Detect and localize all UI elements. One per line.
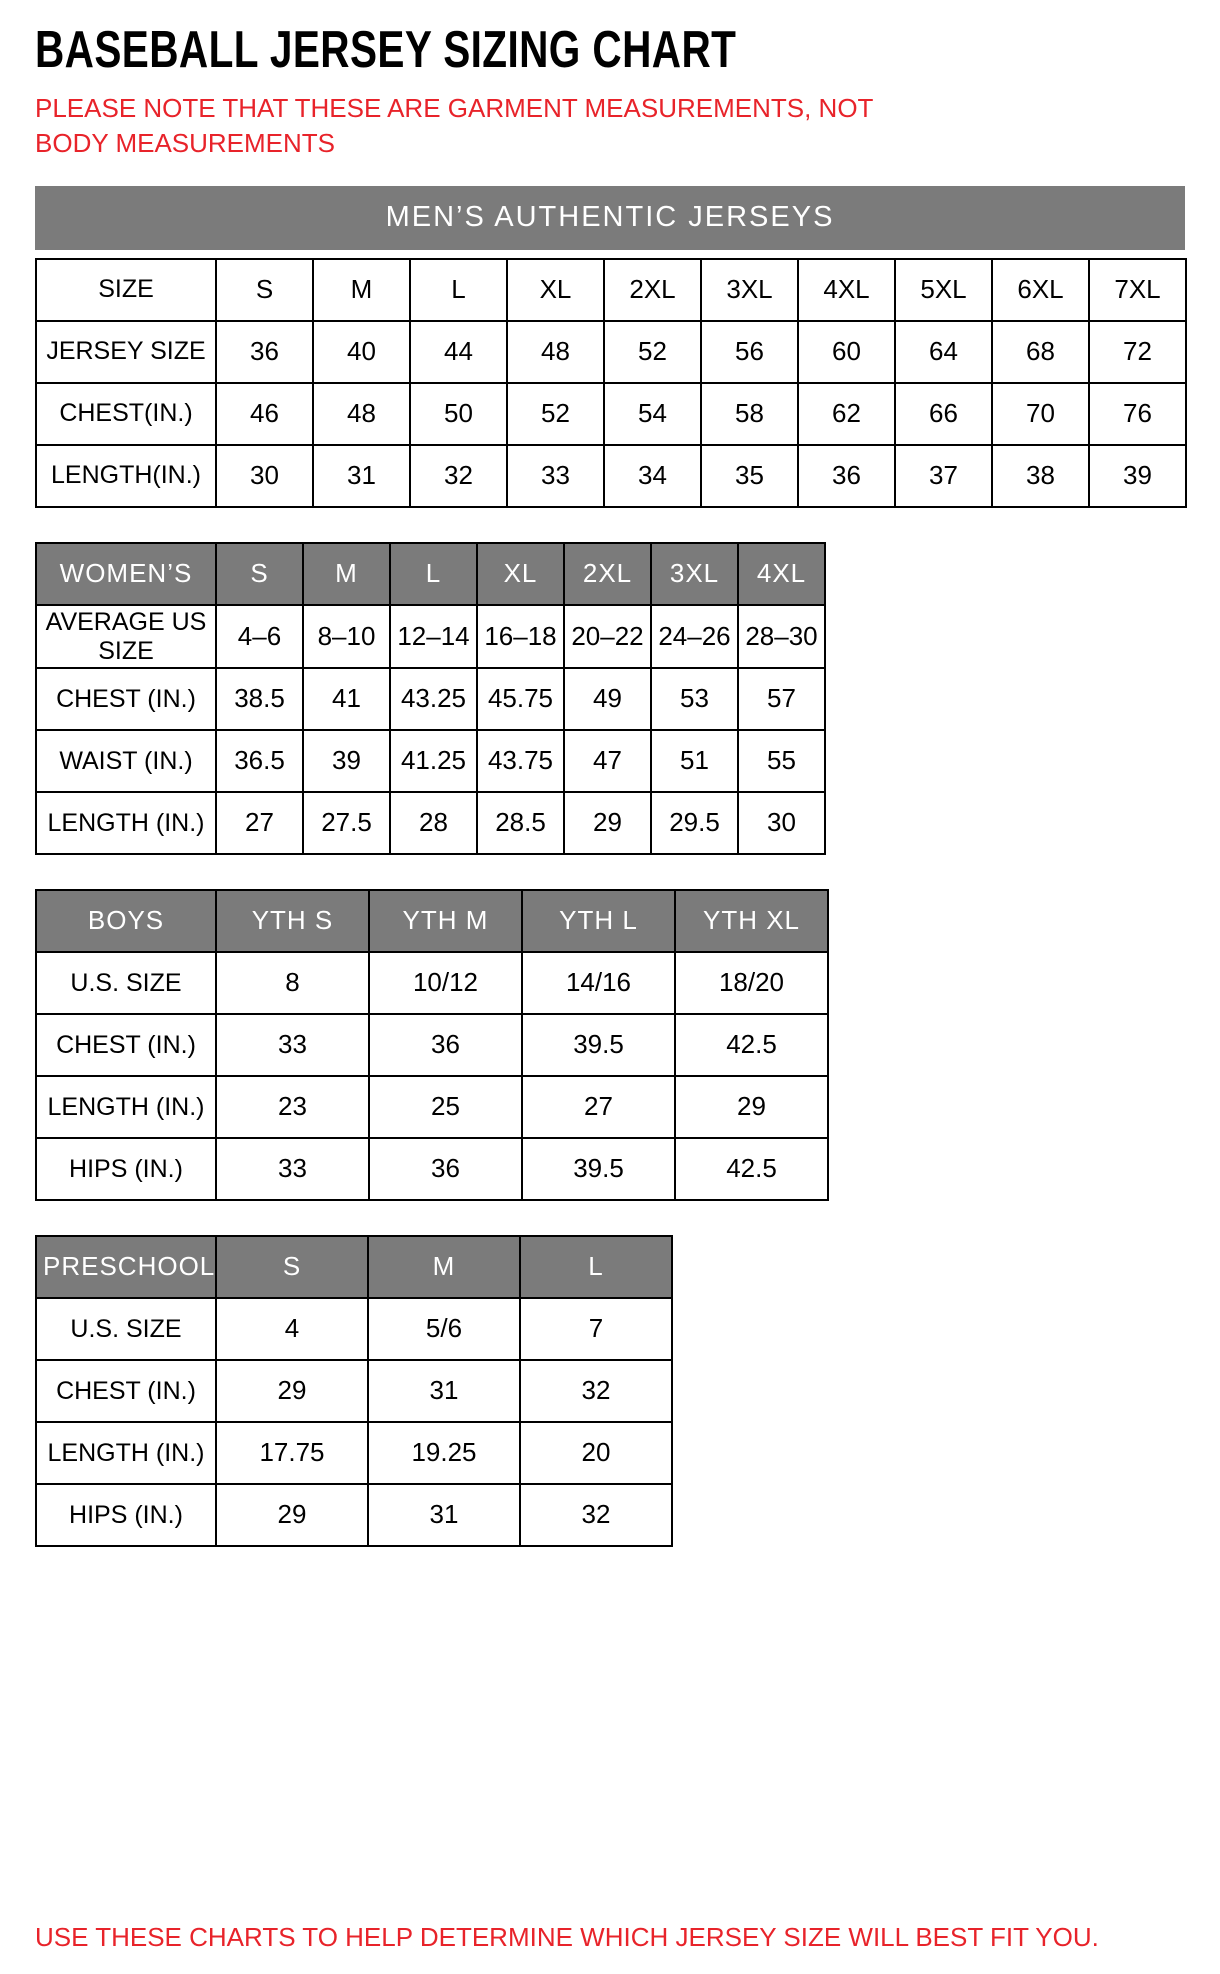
- size-cell: 36: [798, 445, 895, 507]
- size-cell: 57: [738, 668, 825, 730]
- table-row: [36, 1422, 672, 1484]
- row-label: CHEST(IN.): [36, 383, 216, 445]
- row-label: CHEST (IN.): [36, 1014, 216, 1076]
- size-cell: 41: [303, 668, 390, 730]
- size-cell: 20–22: [564, 605, 651, 669]
- size-cell: 44: [410, 321, 507, 383]
- size-cell: S: [216, 259, 313, 321]
- table-row: [36, 605, 825, 669]
- size-cell: 27: [216, 792, 303, 854]
- table-row: [36, 1484, 672, 1546]
- size-cell: 49: [564, 668, 651, 730]
- row-label: HIPS (IN.): [36, 1484, 216, 1546]
- row-label: LENGTH (IN.): [36, 1076, 216, 1138]
- size-cell: 7: [520, 1298, 672, 1360]
- size-cell: 27: [522, 1076, 675, 1138]
- size-header-cell: XL: [477, 543, 564, 605]
- size-cell: 52: [507, 383, 604, 445]
- size-cell: 35: [701, 445, 798, 507]
- size-cell: 33: [216, 1138, 369, 1200]
- size-cell: 66: [895, 383, 992, 445]
- size-cell: 32: [520, 1360, 672, 1422]
- table-row: [36, 1014, 828, 1076]
- size-cell: 29: [216, 1360, 368, 1422]
- size-cell: 2XL: [604, 259, 701, 321]
- size-cell: 36.5: [216, 730, 303, 792]
- size-cell: 53: [651, 668, 738, 730]
- size-cell: 5XL: [895, 259, 992, 321]
- size-cell: 34: [604, 445, 701, 507]
- size-cell: 39: [1089, 445, 1186, 507]
- footer-note: USE THESE CHARTS TO HELP DETERMINE WHICH JERSEY SIZE WILL BEST FIT YOU.: [35, 1922, 1099, 1953]
- size-cell: 42.5: [675, 1138, 828, 1200]
- size-cell: 42.5: [675, 1014, 828, 1076]
- table-title-cell: PRESCHOOL: [36, 1236, 216, 1298]
- row-label: WAIST (IN.): [36, 730, 216, 792]
- size-cell: 31: [368, 1484, 520, 1546]
- size-cell: 46: [216, 383, 313, 445]
- bottom-spacer: [35, 1581, 1185, 1921]
- size-header-cell: L: [390, 543, 477, 605]
- row-label: LENGTH (IN.): [36, 1422, 216, 1484]
- table-row: [36, 792, 825, 854]
- size-cell: 29.5: [651, 792, 738, 854]
- table-header-row: [36, 1236, 672, 1298]
- size-cell: 28: [390, 792, 477, 854]
- size-header-cell: 4XL: [738, 543, 825, 605]
- size-cell: 33: [216, 1014, 369, 1076]
- size-cell: 4: [216, 1298, 368, 1360]
- size-cell: 68: [992, 321, 1089, 383]
- size-cell: 31: [313, 445, 410, 507]
- size-header-cell: YTH M: [369, 890, 522, 952]
- size-cell: 14/16: [522, 952, 675, 1014]
- size-cell: 39: [303, 730, 390, 792]
- size-cell: 4–6: [216, 605, 303, 669]
- size-cell: 36: [216, 321, 313, 383]
- size-cell: 30: [738, 792, 825, 854]
- row-label: LENGTH(IN.): [36, 445, 216, 507]
- size-header-cell: 3XL: [651, 543, 738, 605]
- size-cell: 50: [410, 383, 507, 445]
- size-cell: 56: [701, 321, 798, 383]
- size-cell: 55: [738, 730, 825, 792]
- size-cell: 58: [701, 383, 798, 445]
- size-cell: 48: [313, 383, 410, 445]
- table-row: [36, 445, 1186, 507]
- size-cell: 10/12: [369, 952, 522, 1014]
- preschool-table: [35, 1235, 673, 1547]
- size-cell: 48: [507, 321, 604, 383]
- row-label: JERSEY SIZE: [36, 321, 216, 383]
- size-header-cell: M: [368, 1236, 520, 1298]
- size-cell: 32: [520, 1484, 672, 1546]
- size-cell: 8: [216, 952, 369, 1014]
- size-header-cell: 2XL: [564, 543, 651, 605]
- size-cell: 62: [798, 383, 895, 445]
- size-header-cell: M: [303, 543, 390, 605]
- size-cell: 32: [410, 445, 507, 507]
- size-cell: 28.5: [477, 792, 564, 854]
- garment-measurement-note: PLEASE NOTE THAT THESE ARE GARMENT MEASUREMENTS, NOT BODY MEASUREMENTS: [35, 93, 873, 158]
- size-cell: 45.75: [477, 668, 564, 730]
- size-cell: 41.25: [390, 730, 477, 792]
- size-header-cell: YTH XL: [675, 890, 828, 952]
- size-cell: 29: [675, 1076, 828, 1138]
- size-cell: 76: [1089, 383, 1186, 445]
- row-label: U.S. SIZE: [36, 952, 216, 1014]
- size-header-cell: S: [216, 543, 303, 605]
- size-cell: 29: [564, 792, 651, 854]
- size-cell: 38.5: [216, 668, 303, 730]
- page-title: BASEBALL JERSEY SIZING CHART: [35, 21, 737, 79]
- womens-table: [35, 542, 826, 856]
- size-header-cell: YTH L: [522, 890, 675, 952]
- size-cell: 52: [604, 321, 701, 383]
- table-row: [36, 952, 828, 1014]
- size-cell: 23: [216, 1076, 369, 1138]
- size-cell: 16–18: [477, 605, 564, 669]
- size-header-cell: L: [520, 1236, 672, 1298]
- size-cell: M: [313, 259, 410, 321]
- row-label: LENGTH (IN.): [36, 792, 216, 854]
- size-cell: 36: [369, 1138, 522, 1200]
- size-cell: 39.5: [522, 1014, 675, 1076]
- size-cell: 31: [368, 1360, 520, 1422]
- table-row: [36, 1138, 828, 1200]
- size-cell: L: [410, 259, 507, 321]
- mens-table: [35, 258, 1187, 508]
- size-cell: 18/20: [675, 952, 828, 1014]
- table-row: [36, 730, 825, 792]
- size-cell: 3XL: [701, 259, 798, 321]
- size-cell: 24–26: [651, 605, 738, 669]
- size-cell: 28–30: [738, 605, 825, 669]
- size-cell: XL: [507, 259, 604, 321]
- size-cell: 19.25: [368, 1422, 520, 1484]
- size-header-cell: S: [216, 1236, 368, 1298]
- row-label: CHEST (IN.): [36, 668, 216, 730]
- boys-table: [35, 889, 829, 1201]
- row-label: U.S. SIZE: [36, 1298, 216, 1360]
- size-cell: 25: [369, 1076, 522, 1138]
- table-row: [36, 1076, 828, 1138]
- size-cell: 51: [651, 730, 738, 792]
- size-cell: 39.5: [522, 1138, 675, 1200]
- size-cell: 40: [313, 321, 410, 383]
- size-cell: 38: [992, 445, 1089, 507]
- size-cell: 43.75: [477, 730, 564, 792]
- size-cell: 5/6: [368, 1298, 520, 1360]
- mens-banner: MEN’S AUTHENTIC JERSEYS: [35, 186, 1185, 250]
- size-cell: 47: [564, 730, 651, 792]
- size-cell: 70: [992, 383, 1089, 445]
- table-row: [36, 1360, 672, 1422]
- table-row: [36, 383, 1186, 445]
- size-cell: 7XL: [1089, 259, 1186, 321]
- size-cell: 12–14: [390, 605, 477, 669]
- table-header-row: [36, 543, 825, 605]
- size-cell: 60: [798, 321, 895, 383]
- size-cell: 54: [604, 383, 701, 445]
- table-row: [36, 668, 825, 730]
- row-label: SIZE: [36, 259, 216, 321]
- table-row: [36, 1298, 672, 1360]
- size-cell: 36: [369, 1014, 522, 1076]
- row-label: AVERAGE US SIZE: [36, 605, 216, 669]
- table-title-cell: WOMEN’S: [36, 543, 216, 605]
- table-row: [36, 259, 1186, 321]
- row-label: CHEST (IN.): [36, 1360, 216, 1422]
- table-row: [36, 321, 1186, 383]
- size-cell: 30: [216, 445, 313, 507]
- table-title-cell: BOYS: [36, 890, 216, 952]
- size-cell: 6XL: [992, 259, 1089, 321]
- size-cell: 33: [507, 445, 604, 507]
- size-cell: 37: [895, 445, 992, 507]
- size-cell: 4XL: [798, 259, 895, 321]
- size-cell: 8–10: [303, 605, 390, 669]
- size-cell: 27.5: [303, 792, 390, 854]
- table-header-row: [36, 890, 828, 952]
- size-cell: 29: [216, 1484, 368, 1546]
- size-cell: 43.25: [390, 668, 477, 730]
- size-cell: 17.75: [216, 1422, 368, 1484]
- size-cell: 20: [520, 1422, 672, 1484]
- size-cell: 64: [895, 321, 992, 383]
- size-header-cell: YTH S: [216, 890, 369, 952]
- row-label: HIPS (IN.): [36, 1138, 216, 1200]
- size-cell: 72: [1089, 321, 1186, 383]
